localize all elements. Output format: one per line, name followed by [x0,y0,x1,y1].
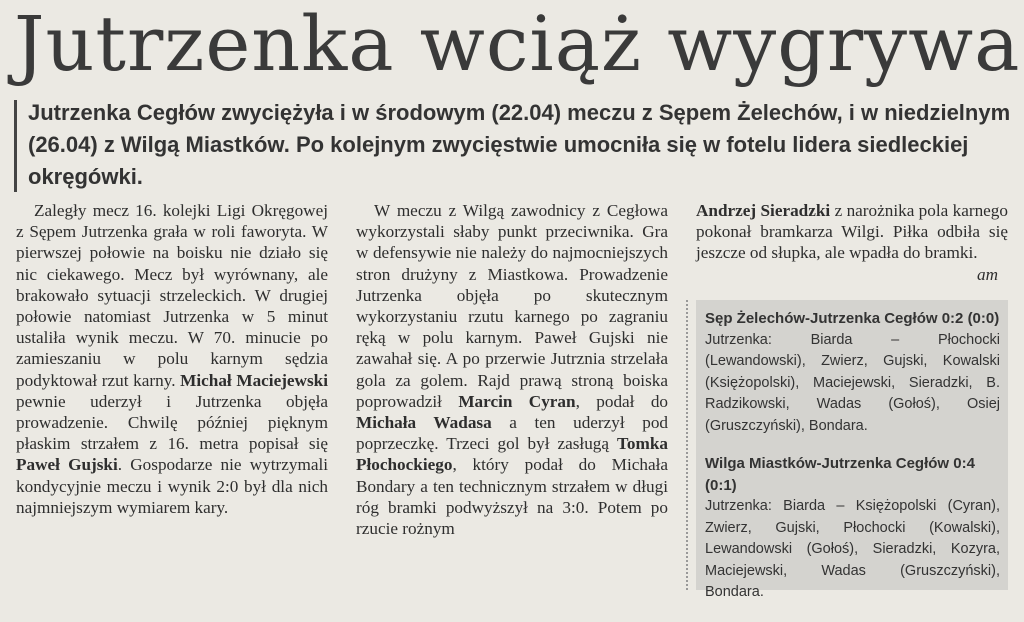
match-1-title: Sęp Żelechów-Jutrzenka Cegłów 0:2 (0:0) [705,310,1000,327]
results-box [696,300,1008,600]
column-2 [356,200,668,539]
lead-paragraph: Jutrzenka Cegłów zwyciężyła i w środowym (22.04) meczu z Sępem Żelechów, i w niedzielnym (26.04) z Wilgą Miastków. Po kolejnym zwycięstwie umocniła się w fotelu lidera siedleckiej okręgówki. [28,100,1011,189]
column-2-text [356,200,668,539]
match-2-title: Wilga Miastków-Jutrzenka Cegłów 0:4 (0:1) [705,455,975,494]
text-span: , który podał do Michała Bondary a ten technicznym strzałem w długi róg bramki podwyższył na 3:0. Potem po rzucie rożnym [356,455,668,539]
player-name: Andrzej Sieradzki [696,201,831,220]
player-name: Paweł Gujski [16,455,118,475]
text-span: a ten uderzył pod poprzeczkę. Trzeci gol był zasługą [356,413,669,454]
text-span: z narożnika pola karnego pokonał bramkarza Wilgi. Piłka odbiła się jeszcze od słupka, ale wpadła do bramki. [696,201,1008,263]
headline: Jutrzenka wciąż wygrywa [14,0,1021,88]
text-span: . Gospodarze nie wytrzymali kondycyjnie meczu i wynik 2:0 był dla nich najmniejszym wymiarem kary. [16,455,328,517]
player-name: Michała Wadasa [356,413,492,433]
text-span: pewnie uderzył i Jutrzenka objęła prowadzenie. Chwilę później pięknym płaskim strzałem z 16. metra popisał się [16,391,328,454]
player-name: Tomka Płochockiego [356,434,668,475]
lead-bar [14,100,17,192]
column-1-text [16,200,328,518]
column-1 [16,200,328,518]
player-name: Michał Maciejewski [180,370,328,390]
column-3-text [696,200,1008,264]
text-span: , podał do [575,391,669,411]
divider [686,300,690,590]
column-3 [696,200,1008,285]
text-span: W meczu z Wilgą zawodnicy z Cegłowa wykorzystali słaby punkt przeciwnika. Gra w defensywie nie należy do najmocniejszych stron drużyny z Miastkowa. Prowadzenie Jutrzenka objęła po skutecznym wykorzystaniu rzutu karnego po zagraniu ręką w polu karnym. Paweł Gujski nie zawahał się. A po przerwie Jutrznia strzelała gola za golem. Rajd prawą stroną boiska poprowadził [356,201,668,411]
author-signature: am [976,264,998,284]
player-name: Marcin Cyran [458,391,576,411]
match-1-lineup: Jutrzenka: Biarda – Płochocki (Lewandowski), Zwierz, Gujski, Kowalski (Księżopolski), Maciejewski, Sieradzki, B. Radzikowski, Wadas (Gołoś), Osiej (Gruszczyński), Bondara. [705,331,1000,434]
match-2-lineup: Jutrzenka: Biarda – Księżopolski (Cyran), Zwierz, Gujski, Płochocki (Kowalski), Lewandowski (Gołoś), Sieradzki, Kozyra, Maciejewski, Wadas (Gruszczyński), Bondara. [705,498,1000,600]
text-span: Zaległy mecz 16. kolejki Ligi Okręgowej z Sępem Jutrzenka grała w roli faworyta. W pierwszej połowie na boisku nie działo się nic ciekawego. Mecz był wyrównany, ale brakowało sytuacji strzeleckich. W drugiej połowie natomiast Jutrzenka w 5 minut ustaliła wynik meczu. W 70. minucie po zamieszaniu w polu karnym sędzia podyktował rzut karny. [16,201,328,390]
